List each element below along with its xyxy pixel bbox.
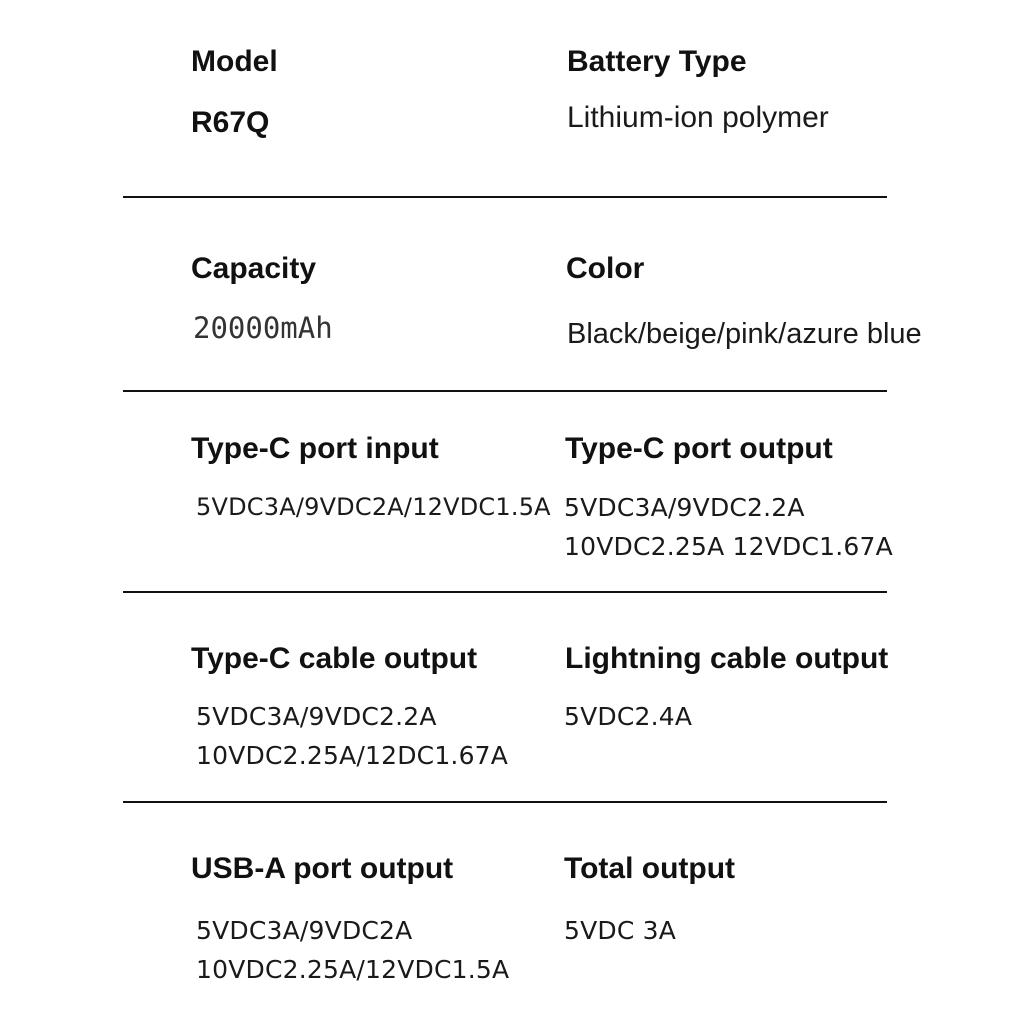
color-value: Black/beige/pink/azure blue [567, 318, 922, 350]
model-value: R67Q [191, 106, 270, 139]
divider-1 [123, 196, 887, 198]
color-label: Color [566, 252, 645, 285]
typec-cable-output-line-1: 5VDC3A/9VDC2.2A [196, 702, 437, 731]
lightning-cable-output-label: Lightning cable output [565, 642, 889, 675]
usba-port-output-line-2: 10VDC2.25A/12VDC1.5A [196, 955, 510, 984]
divider-2 [123, 390, 887, 392]
model-label: Model [191, 45, 278, 78]
usba-port-output-label: USB-A port output [191, 852, 454, 885]
total-output-value: 5VDC 3A [564, 916, 677, 945]
typec-port-input-label: Type-C port input [191, 432, 439, 465]
divider-3 [123, 591, 887, 593]
battery-type-label: Battery Type [567, 45, 747, 78]
typec-port-output-line-2: 10VDC2.25A 12VDC1.67A [564, 532, 893, 561]
typec-port-input-value: 5VDC3A/9VDC2A/12VDC1.5A [196, 493, 551, 521]
usba-port-output-line-1: 5VDC3A/9VDC2A [196, 916, 413, 945]
typec-cable-output-line-2: 10VDC2.25A/12DC1.67A [196, 741, 509, 770]
typec-cable-output-label: Type-C cable output [191, 642, 478, 675]
capacity-label: Capacity [191, 252, 317, 285]
lightning-cable-output-value: 5VDC2.4A [564, 702, 693, 731]
typec-port-output-label: Type-C port output [565, 432, 833, 465]
divider-4 [123, 801, 887, 803]
battery-type-value: Lithium-ion polymer [567, 101, 829, 134]
typec-port-output-line-1: 5VDC3A/9VDC2.2A [564, 493, 805, 522]
total-output-label: Total output [564, 852, 736, 885]
capacity-value: 20000mAh [193, 311, 333, 345]
